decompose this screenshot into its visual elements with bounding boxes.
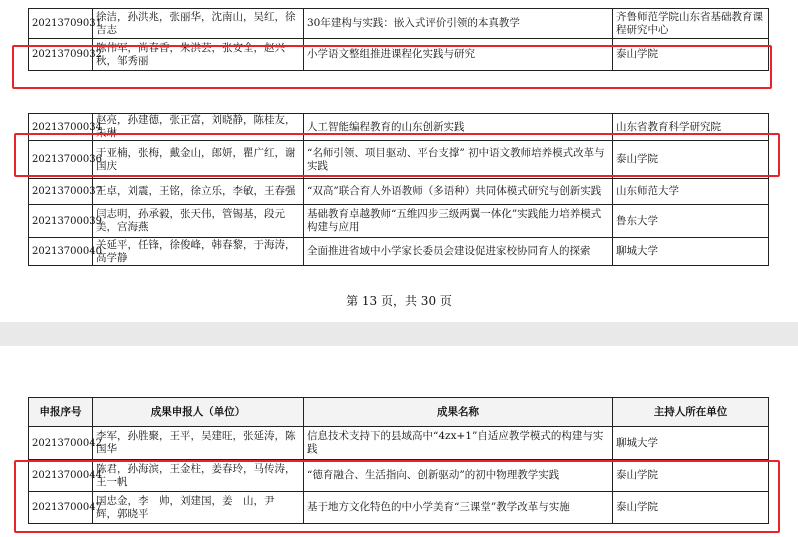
header-id: 申报序号 [29, 398, 93, 427]
row-people: 李军，孙胜聚，王平，吴建旺，张延涛，陈国华 [93, 427, 304, 460]
row-title: 基础教育卓越教师“五维四步三级两翼一体化”实践能力培养模式构建与应用 [304, 205, 613, 238]
table-header-row [29, 398, 769, 427]
row-unit: 泰山学院 [613, 460, 769, 492]
row-id: 20213700047 [29, 492, 93, 524]
row-id: 20213700039 [29, 205, 93, 238]
highlight-box [12, 45, 772, 89]
row-title: 基于地方文化特色的中小学美育“三课堂”教学改革与实施 [304, 492, 613, 524]
row-people: 于亚楠，张梅，戴金山，郎妍，瞿广红，谢国庆 [93, 141, 304, 179]
row-unit: 山东师范大学 [613, 179, 769, 205]
row-id: 20213700044 [29, 460, 93, 492]
row-id: 20213700036 [29, 141, 93, 179]
row-people: 关延平，任锋，徐俊峰，韩春黎，于海涛，高学静 [93, 238, 304, 266]
row-people: 国忠金，李 帅，刘建国，姜 山，尹 辉，郭晓平 [93, 492, 304, 524]
row-people: 陈伟军，尚春香，朱洪芸，张安全，赵兴秋，邹秀丽 [93, 39, 304, 71]
table-row [29, 205, 769, 238]
row-title: 小学语文整组推进课程化实践与研究 [304, 39, 613, 71]
row-id: 20213700037 [29, 179, 93, 205]
row-id: 20213709031 [29, 9, 93, 39]
row-title: “德育融合、生活指向、创新驱动”的初中物理教学实践 [304, 460, 613, 492]
row-unit: 齐鲁师范学院山东省基础教育课程研究中心 [613, 9, 769, 39]
row-unit: 泰山学院 [613, 492, 769, 524]
highlight-box [14, 460, 780, 533]
row-people: 王卓，刘震，王铭，徐立乐，李敏，王春强 [93, 179, 304, 205]
row-title: 30年建构与实践：嵌入式评价引领的本真教学 [304, 9, 613, 39]
row-id: 20213709032 [29, 39, 93, 71]
row-people: 陈君，孙海滨，王金柱，姜春玲，马传涛，王一帆 [93, 460, 304, 492]
highlight-box [14, 133, 780, 177]
row-id: 20213700042 [29, 427, 93, 460]
row-unit: 鲁东大学 [613, 205, 769, 238]
table-row [29, 238, 769, 266]
row-id: 20213700034 [29, 114, 93, 141]
header-unit: 主持人所在单位 [613, 398, 769, 427]
row-title: “名师引领、项目驱动、平台支撑” 初中语文教师培养模式改革与实践 [304, 141, 613, 179]
page-gap [0, 322, 798, 346]
header-people: 成果申报人（单位） [93, 398, 304, 427]
row-unit: 泰山学院 [613, 141, 769, 179]
row-unit: 山东省教育科学研究院 [613, 114, 769, 141]
row-unit: 聊城大学 [613, 427, 769, 460]
header-title: 成果名称 [304, 398, 613, 427]
table-row [29, 9, 769, 39]
row-title: “双高”联合育人外语教师（多语种）共同体模式研究与创新实践 [304, 179, 613, 205]
table-row [29, 427, 769, 460]
row-people: 赵亮，孙建德，张正富，刘晓静，陈桂友，朱琳 [93, 114, 304, 141]
row-title: 全面推进省域中小学家长委员会建设促进家校协同育人的探索 [304, 238, 613, 266]
table-row [29, 179, 769, 205]
row-people: 徐洁，孙洪兆，张丽华，沈南山，吴红，徐吉志 [93, 9, 304, 39]
row-title: 信息技术支持下的县域高中“4zx+1”自适应教学模式的构建与实践 [304, 427, 613, 460]
row-id: 20213700040 [29, 238, 93, 266]
row-title: 人工智能编程教育的山东创新实践 [304, 114, 613, 141]
row-unit: 泰山学院 [613, 39, 769, 71]
page-number: 第 13 页，共 30 页 [346, 294, 452, 308]
row-people: 闫志明，孙承毅，张天伟，管锡基，段元美，宫海燕 [93, 205, 304, 238]
row-unit: 聊城大学 [613, 238, 769, 266]
